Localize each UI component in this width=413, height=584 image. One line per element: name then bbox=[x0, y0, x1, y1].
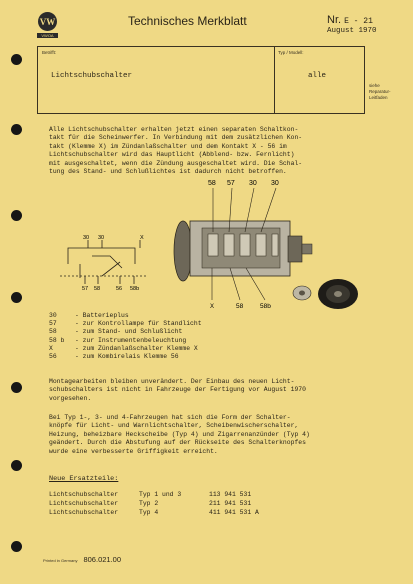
model-label: Typ / Modell: bbox=[278, 50, 304, 55]
part-row bbox=[49, 499, 259, 508]
schematic-label-bottom: 58b bbox=[130, 286, 140, 292]
document-date: August 1970 bbox=[327, 27, 377, 35]
legend-key: 58 b bbox=[49, 336, 65, 344]
binder-hole bbox=[11, 382, 22, 393]
switch-diagram bbox=[40, 176, 370, 311]
legend-text: - zum Stand- und Schlußlicht bbox=[75, 328, 183, 336]
legend-text: - zur Kontrollampe für Standlicht bbox=[75, 320, 202, 328]
document-code: 806.021.00 bbox=[83, 555, 122, 564]
legend-row bbox=[49, 353, 202, 361]
binder-hole bbox=[11, 292, 22, 303]
switch-knobs bbox=[293, 279, 358, 309]
terminal-label-top: 57 bbox=[227, 180, 235, 187]
switch-shaft bbox=[302, 244, 312, 254]
schematic-label-bottom: 58 bbox=[94, 286, 101, 292]
legend-key: 30 bbox=[49, 312, 57, 319]
terminal-legend bbox=[49, 312, 202, 361]
legend-key: 56 bbox=[49, 353, 57, 361]
schematic-label-top: X bbox=[140, 235, 144, 241]
nr-value: E - 21 bbox=[344, 17, 373, 26]
binder-hole bbox=[11, 541, 22, 552]
part-row bbox=[49, 490, 259, 499]
legend-text: - zum Kombirelais Klemme 56 bbox=[75, 353, 179, 361]
part-number: 211 941 531 bbox=[209, 500, 252, 507]
terminal-label-top: 30 bbox=[249, 180, 257, 187]
part-name: Lichtschubschalter bbox=[49, 491, 119, 498]
terminal-label-bottom: X bbox=[210, 304, 215, 310]
terminal-label-top: 58 bbox=[208, 180, 216, 187]
legend-row bbox=[49, 320, 202, 328]
side-note: siehe Reparatur- Leitfaden bbox=[369, 83, 391, 100]
legend-row bbox=[49, 337, 202, 345]
subject-label: Betrifft: bbox=[42, 50, 57, 55]
legend-row bbox=[49, 328, 202, 336]
part-row bbox=[49, 508, 259, 517]
vw-logo: VW bbox=[38, 12, 57, 31]
schematic-label-bottom: 57 bbox=[82, 286, 89, 292]
legend-key: 57 bbox=[49, 320, 57, 328]
parts-list bbox=[49, 490, 259, 517]
paragraph-intro: Alle Lichtschubschalter erhalten jetzt einen separaten Schaltkon- takt für die Scheinwerfer. In Verbindung mit dem zusätzlichen Kon- takt (Klemme X) im Zündanlaßschalter und dem Kontakt X - 56 im Lichtschubschalter wird das Hauptlicht (Abblend- bzw. Fernlicht) mit ausgeschaltet, wenn die Zündung ausgeschaltet wird. Die Schal- tung des Stand- und Schlußlichtes ist dadurch nicht betroffen. bbox=[49, 126, 303, 176]
part-type: Typ 1 und 3 bbox=[139, 491, 182, 498]
part-type: Typ 2 bbox=[139, 500, 159, 507]
legend-key: X bbox=[49, 344, 53, 352]
legend-text: - Batterieplus bbox=[75, 312, 129, 319]
terminal-label-bottom: 58b bbox=[260, 303, 271, 310]
switch-body bbox=[190, 221, 302, 276]
schematic-label-top: 30 bbox=[83, 235, 90, 241]
document-title: Technisches Merkblatt bbox=[128, 14, 247, 28]
mounting-disk bbox=[174, 221, 192, 281]
schematic-label-bottom: 56 bbox=[116, 286, 123, 292]
nr-label: Nr. bbox=[327, 14, 342, 26]
legend-text: - zum Zündanlaßschalter Klemme X bbox=[75, 344, 198, 352]
footer bbox=[43, 555, 121, 564]
legend-text: - zur Instrumentenbeleuchtung bbox=[75, 336, 187, 344]
part-number: 411 941 531 A bbox=[209, 509, 259, 516]
binder-hole bbox=[11, 124, 22, 135]
part-type: Typ 4 bbox=[139, 509, 159, 516]
paragraph-knobs: Bei Typ 1-, 3- und 4-Fahrzeugen hat sich die Form der Schalter- knöpfe für Licht- und Warnlichtschalter, Scheibenwischerschalter, Heizung, beheizbare Heckscheibe (Typ 4) und Zigarrenanzünder (Typ 4) geändert. Durch die Abstufung auf der Rückseite des Schalterknopfes wurde eine verbesserte Griffigkeit erreicht. bbox=[49, 414, 310, 455]
part-name: Lichtschubschalter bbox=[49, 500, 119, 507]
binder-hole bbox=[11, 210, 22, 221]
legend-row bbox=[49, 345, 202, 353]
wiring-schematic bbox=[60, 240, 148, 284]
terminal-label-bottom: 58 bbox=[236, 303, 244, 310]
schematic-label-top: 30 bbox=[98, 235, 105, 241]
box-divider bbox=[274, 47, 275, 113]
printed-note: Printed in Germany bbox=[43, 558, 78, 563]
binder-hole bbox=[11, 54, 22, 65]
binder-hole bbox=[11, 460, 22, 471]
part-number: 113 941 531 bbox=[209, 491, 252, 498]
terminal-label-top: 30 bbox=[271, 180, 279, 187]
part-name: Lichtschubschalter bbox=[49, 509, 119, 516]
logo-tag: VWOA bbox=[37, 33, 58, 38]
legend-row bbox=[49, 312, 202, 320]
model-value: alle bbox=[308, 72, 327, 80]
legend-key: 58 bbox=[49, 328, 57, 336]
document-number bbox=[327, 14, 373, 26]
paragraph-assembly: Montagearbeiten bleiben unverändert. Der Einbau des neuen Licht- schubschalters ist nicht in Fahrzeuge der Fertigung vor August 1970 vorgesehen. bbox=[49, 378, 306, 402]
subject-value: Lichtschubschalter bbox=[51, 72, 133, 80]
info-box bbox=[37, 46, 365, 114]
parts-heading: Neue Ersatzteile: bbox=[49, 475, 119, 483]
